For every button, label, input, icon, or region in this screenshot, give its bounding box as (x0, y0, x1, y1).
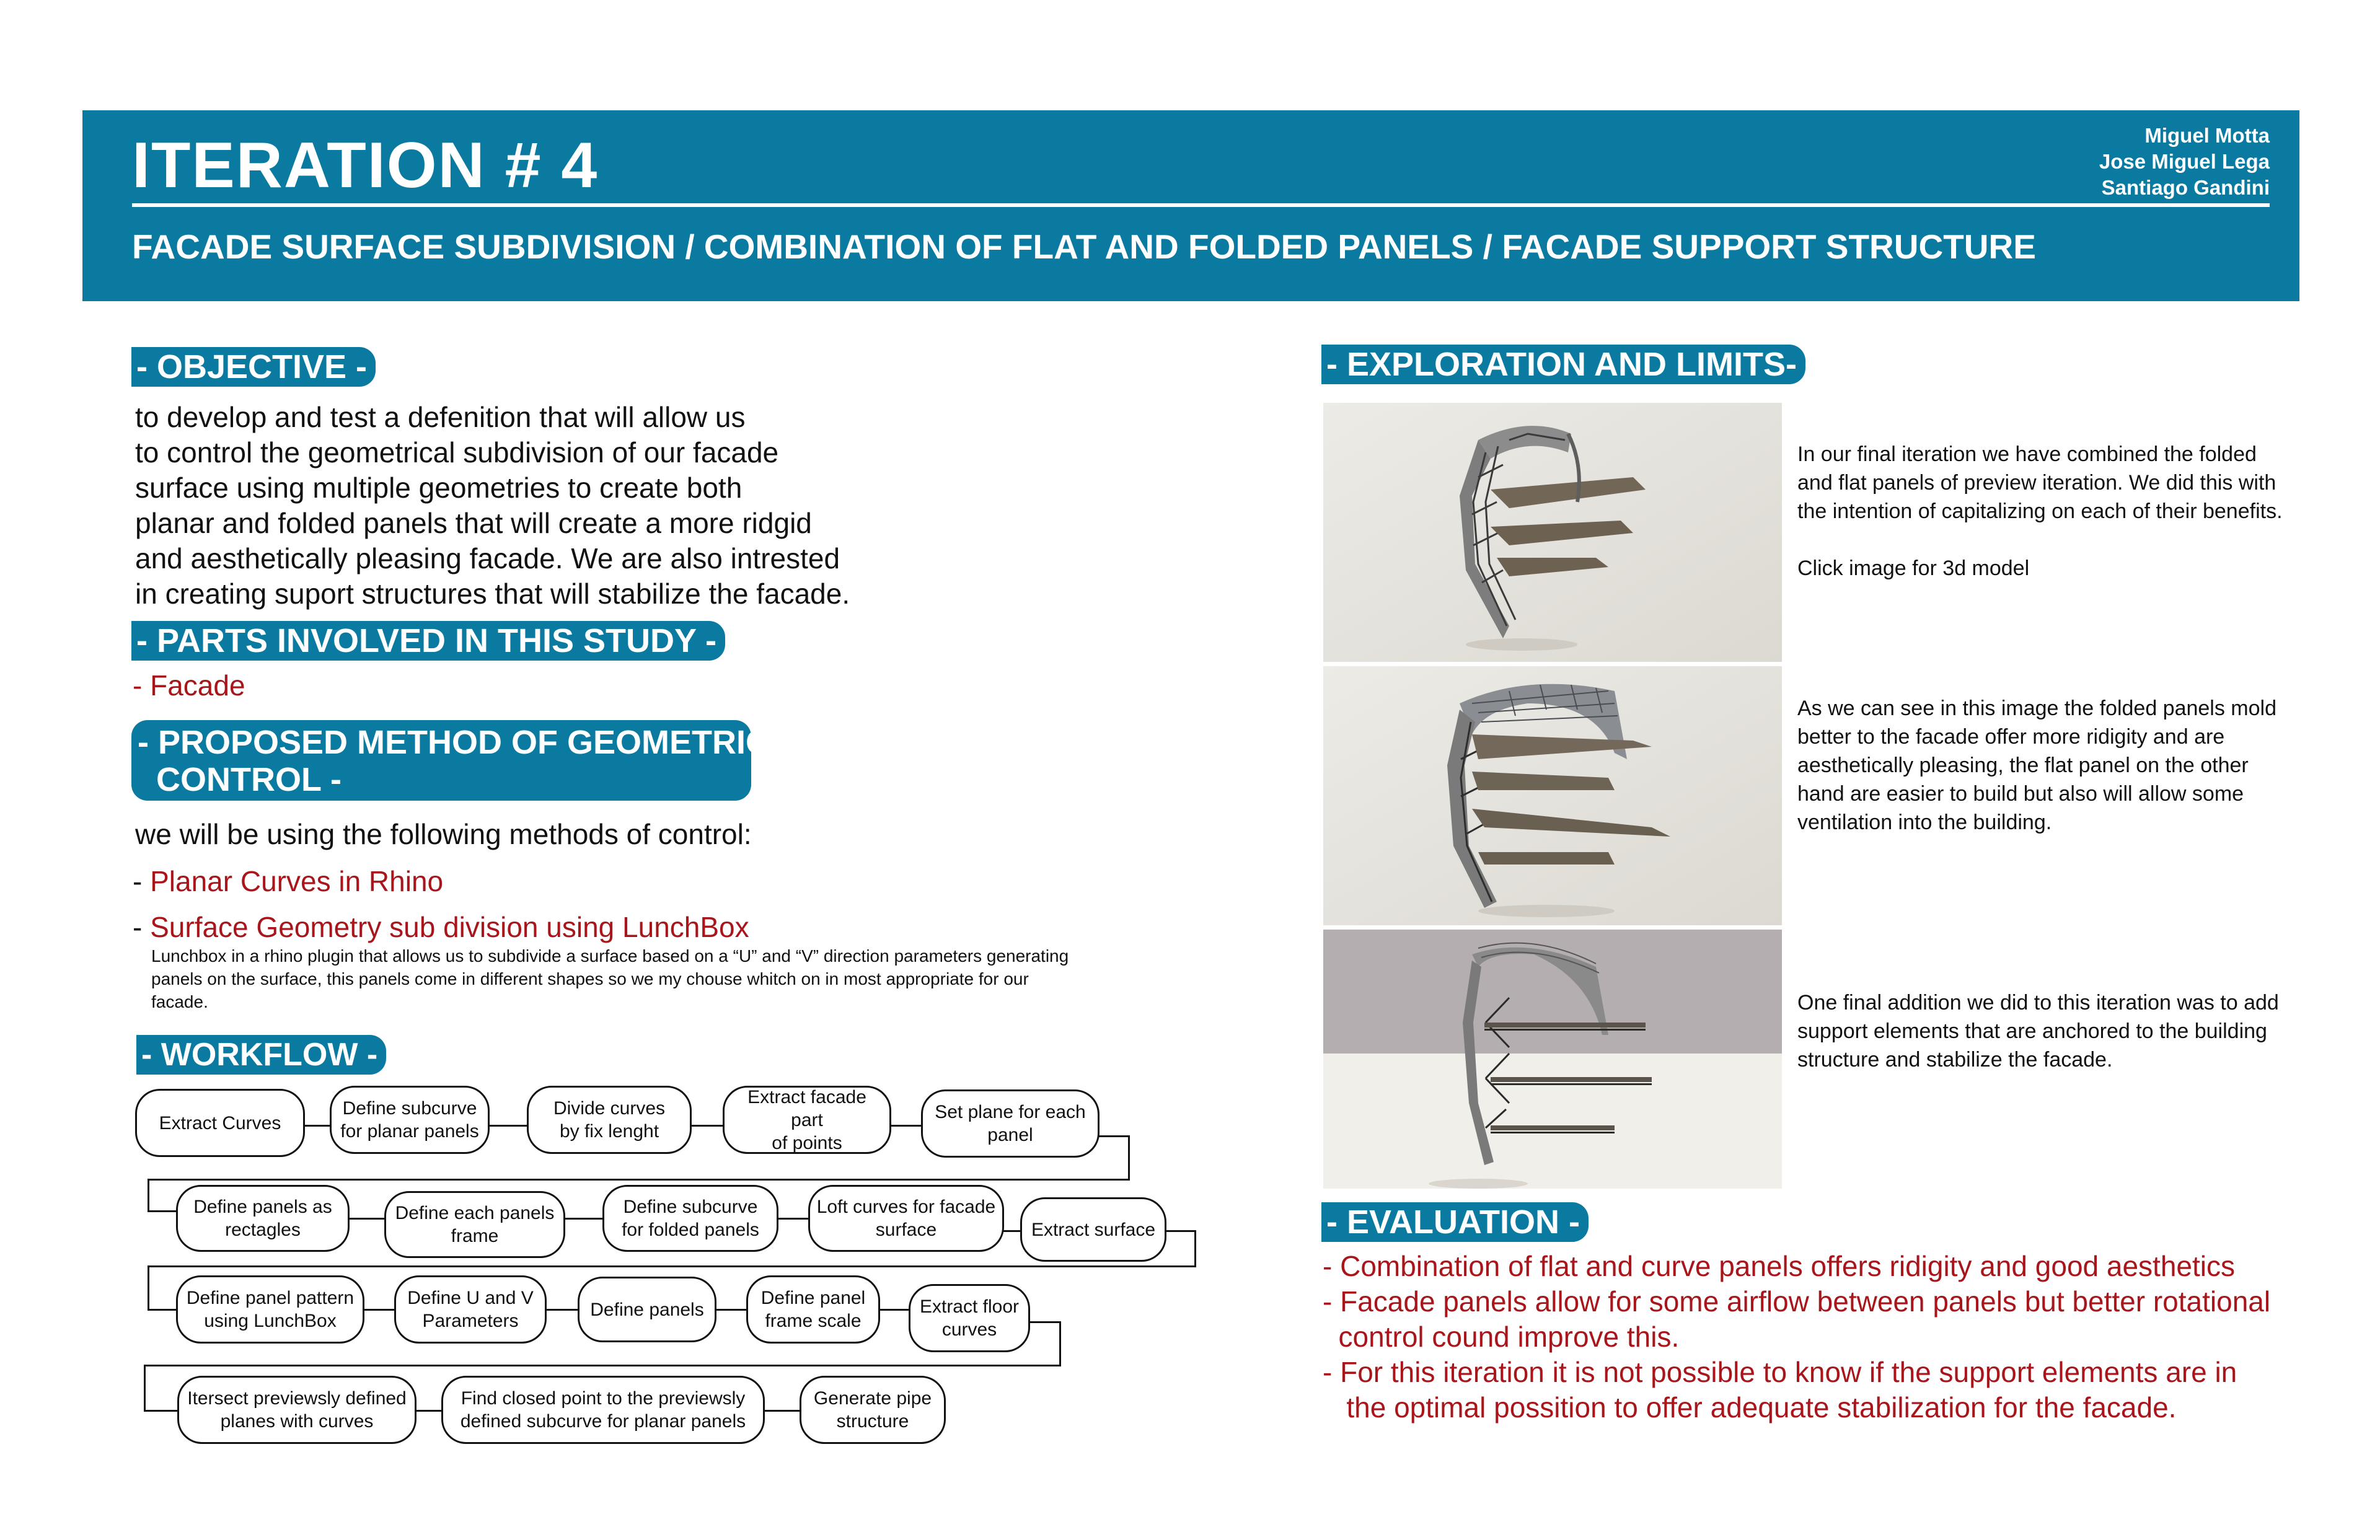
authors-list (2099, 123, 2270, 201)
method-item (133, 910, 749, 945)
connector (1165, 1230, 1196, 1232)
workflow-step-loft-curves: Loft curves for facade surface (808, 1185, 1004, 1252)
connector (1099, 1135, 1130, 1137)
connector (148, 1179, 149, 1212)
method-item-dash: - (133, 911, 151, 943)
page-subtitle: FACADE SURFACE SUBDIVISION / COMBINATION OF FLAT AND FOLDED PANELS / FACADE SUPPORT STRUCTURE (132, 227, 2036, 266)
evaluation-line: - For this iteration it is not possible to know if the support elements are in (1323, 1356, 2237, 1388)
method-item-label: Planar Curves in Rhino (150, 865, 444, 897)
workflow-step-define-panel-frame: Define each panels frame (384, 1191, 565, 1258)
workflow-step-generate-pipe: Generate pipe structure (800, 1376, 946, 1444)
connector (148, 1265, 149, 1310)
note-line: Lunchbox in a rhino plugin that allows us to subdivide a surface based on a “U” and “V” direction parameters generating (151, 946, 1069, 966)
workflow-step-extract-curves: Extract Curves (135, 1089, 305, 1157)
description-line: and flat panels of preview iteration. We did this with (1797, 471, 2276, 495)
render-image-2[interactable] (1323, 666, 1782, 925)
method-item-dash: - (133, 865, 151, 897)
workflow-step-define-panels: Define panels (578, 1277, 716, 1342)
evaluation-line: - Facade panels allow for some airflow between panels but better rotational (1323, 1285, 2271, 1318)
connector (1059, 1321, 1061, 1366)
connector (148, 1309, 177, 1311)
connector (144, 1365, 146, 1412)
connector (1128, 1135, 1130, 1180)
lunchbox-note (151, 944, 1069, 1013)
author-name: Jose Miguel Lega (2099, 150, 2270, 173)
description-line: the intention of capitalizing on each of their benefits. (1797, 499, 2283, 523)
connector (148, 1210, 177, 1212)
render-image-3[interactable] (1323, 930, 1782, 1189)
parts-heading: - PARTS INVOLVED IN THIS STUDY - (131, 621, 725, 661)
connector (777, 1218, 809, 1220)
connector (363, 1309, 395, 1311)
evaluation-line: - Combination of flat and curve panels offers ridigity and good aesthetics (1323, 1250, 2235, 1282)
description-line: hand are easier to build but also will allow some (1797, 782, 2244, 806)
workflow-step-define-uv-parameters: Define U and V Parameters (394, 1275, 547, 1344)
connector (348, 1218, 386, 1220)
objective-line: surface using multiple geometries to create both (135, 472, 743, 504)
connector (144, 1365, 1061, 1366)
connector (488, 1125, 528, 1127)
objective-line: planar and folded panels that will create a more ridgid (135, 507, 812, 539)
evaluation-line: the optimal possition to offer adequate stabilization for the facade. (1323, 1391, 2177, 1423)
workflow-step-define-panel-pattern: Define panel pattern using LunchBox (176, 1275, 364, 1344)
facade-render-illustration (1323, 930, 1782, 1189)
render-description-1 (1797, 440, 2330, 583)
workflow-step-define-subcurve-planar: Define subcurve for planar panels (330, 1086, 490, 1154)
parts-item: - Facade (133, 669, 245, 702)
connector (148, 1265, 1196, 1267)
header-divider (132, 203, 2270, 207)
connector (891, 1125, 922, 1127)
author-name: Santiago Gandini (2101, 176, 2270, 199)
method-heading-line: CONTROL - (138, 761, 342, 798)
connector (144, 1410, 178, 1412)
connector (690, 1125, 724, 1127)
render-image-1[interactable] (1323, 403, 1782, 662)
objective-line: to develop and test a defenition that will allow us (135, 401, 746, 433)
workflow-step-extract-surface: Extract surface (1020, 1197, 1166, 1262)
workflow-step-define-subcurve-folded: Define subcurve for folded panels (602, 1185, 778, 1252)
workflow-step-find-closest-point: Find closed point to the previewsly defined subcurve for planar panels (441, 1376, 765, 1444)
objective-heading: - OBJECTIVE - (131, 347, 376, 387)
connector (715, 1309, 747, 1311)
evaluation-heading: - EVALUATION - (1321, 1202, 1589, 1242)
workflow-step-intersect-planes: Itersect previewsly defined planes with curves (177, 1376, 416, 1444)
objective-text (135, 400, 850, 612)
workflow-step-set-plane: Set plane for each panel (921, 1089, 1100, 1158)
connector (1029, 1321, 1061, 1323)
workflow-step-define-frame-scale: Define panel frame scale (746, 1275, 880, 1344)
method-heading (131, 720, 770, 801)
connector (764, 1410, 801, 1412)
method-intro: we will be using the following methods of control: (135, 818, 752, 850)
3d-model-link[interactable]: Click image for 3d model (1797, 557, 2030, 580)
description-line: support elements that are anchored to the building (1797, 1019, 2267, 1043)
method-heading-line: - PROPOSED METHOD OF GEOMETRIC (138, 724, 770, 761)
exploration-heading: - EXPLORATION AND LIMITS- (1321, 345, 1805, 384)
description-line: aesthetically pleasing, the flat panel on the other (1797, 754, 2249, 777)
connector (148, 1179, 1130, 1181)
method-item (133, 864, 443, 899)
note-line: panels on the surface, this panels come in different shapes so we my chouse whitch on in most appropriate for our (151, 969, 1029, 988)
connector (879, 1309, 910, 1311)
objective-line: in creating suport structures that will stabilize the facade. (135, 578, 850, 610)
description-line: As we can see in this image the folded panels mold (1797, 697, 2277, 720)
evaluation-line: control cound improve this. (1323, 1321, 1680, 1353)
page-title: ITERATION # 4 (132, 130, 599, 201)
description-line: In our final iteration we have combined the folded (1797, 442, 2257, 466)
connector (545, 1309, 579, 1311)
connector (304, 1125, 331, 1127)
connector (1194, 1230, 1196, 1267)
description-line: structure and stabilize the facade. (1797, 1048, 2113, 1071)
objective-line: and aesthetically pleasing facade. We are also intrested (135, 542, 840, 574)
method-item-label: Surface Geometry sub division using LunchBox (150, 911, 749, 943)
note-line: facade. (151, 992, 208, 1011)
description-line: One final addition we did to this iteration was to add (1797, 991, 2279, 1014)
connector (1003, 1230, 1021, 1232)
facade-render-illustration (1323, 403, 1782, 662)
connector (415, 1410, 443, 1412)
workflow-step-extract-floor-curves: Extract floor curves (909, 1284, 1030, 1352)
render-description-3 (1797, 988, 2330, 1074)
workflow-step-define-panels-rectangles: Define panels as rectagles (176, 1185, 350, 1252)
workflow-heading: - WORKFLOW - (136, 1035, 386, 1075)
description-line: better to the facade offer more ridigity and are (1797, 725, 2225, 749)
workflow-step-extract-facade-points: Extract facade part of points (723, 1086, 891, 1154)
header-banner (82, 110, 2299, 301)
connector (564, 1218, 604, 1220)
author-name: Miguel Motta (2144, 124, 2270, 147)
description-line: ventilation into the building. (1797, 811, 2052, 834)
workflow-step-divide-curves: Divide curves by fix lenght (527, 1086, 692, 1154)
objective-line: to control the geometrical subdivision of our facade (135, 436, 779, 469)
render-description-2 (1797, 694, 2330, 837)
facade-render-illustration (1323, 666, 1782, 925)
